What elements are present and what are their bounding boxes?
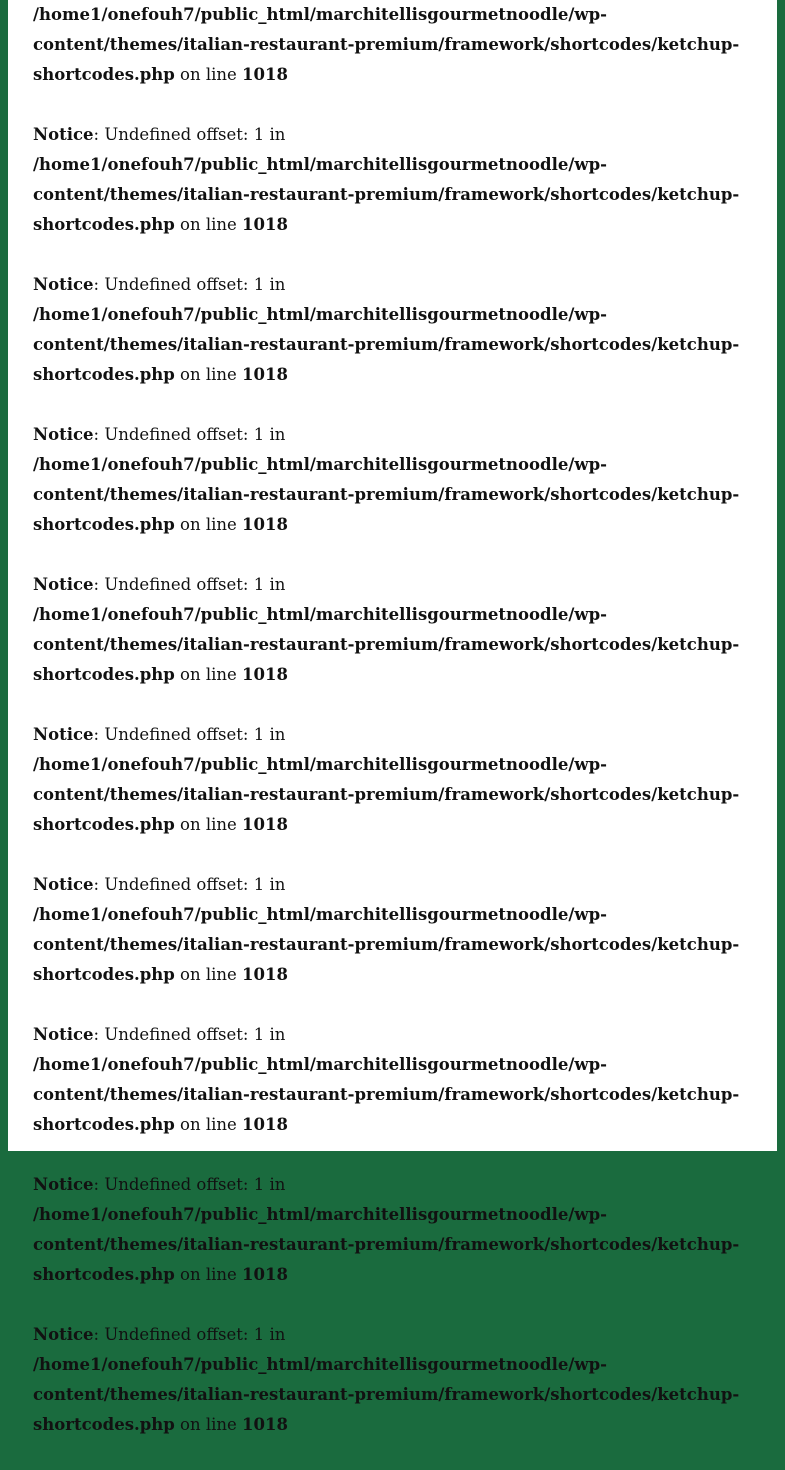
notice-message: : Undefined offset: 1 in bbox=[93, 425, 286, 444]
notice-label: Notice bbox=[33, 275, 94, 294]
notice-on-line: on line bbox=[174, 215, 243, 234]
php-notice bbox=[33, 0, 753, 90]
notice-label: Notice bbox=[33, 1175, 94, 1194]
notice-on-line: on line bbox=[174, 1415, 243, 1434]
notice-message: : Undefined offset: 1 in bbox=[93, 125, 286, 144]
notice-on-line: on line bbox=[174, 365, 243, 384]
notice-line-number: 1018 bbox=[242, 815, 288, 834]
notice-on-line: on line bbox=[174, 515, 243, 534]
notice-label: Notice bbox=[33, 425, 94, 444]
notice-line-number: 1018 bbox=[242, 665, 288, 684]
notice-line-number: 1018 bbox=[242, 65, 288, 84]
notice-file-path: /home1/onefouh7/public_html/marchitellisgourmetnoodle/wp-content/themes/italian-restaurant-premium/framework/shortcodes/ketchup-shortcodes.php bbox=[33, 605, 740, 684]
notice-message: : Undefined offset: 1 in bbox=[93, 875, 286, 894]
notice-label: Notice bbox=[33, 875, 94, 894]
notice-file-path: /home1/onefouh7/public_html/marchitellisgourmetnoodle/wp-content/themes/italian-restaurant-premium/framework/shortcodes/ketchup-shortcodes.php bbox=[33, 755, 740, 834]
notice-label: Notice bbox=[33, 575, 94, 594]
notice-file-path: /home1/onefouh7/public_html/marchitellisgourmetnoodle/wp-content/themes/italian-restaurant-premium/framework/shortcodes/ketchup-shortcodes.php bbox=[33, 1205, 740, 1284]
notice-label: Notice bbox=[33, 1025, 94, 1044]
notice-message: : Undefined offset: 1 in bbox=[93, 575, 286, 594]
notice-file-path: /home1/onefouh7/public_html/marchitellisgourmetnoodle/wp-content/themes/italian-restaurant-premium/framework/shortcodes/ketchup-shortcodes.php bbox=[33, 155, 740, 234]
notice-file-path: /home1/onefouh7/public_html/marchitellisgourmetnoodle/wp-content/themes/italian-restaurant-premium/framework/shortcodes/ketchup-shortcodes.php bbox=[33, 905, 740, 984]
notice-line-number: 1018 bbox=[242, 515, 288, 534]
notice-label: Notice bbox=[33, 125, 94, 144]
notice-message: : Undefined offset: 1 in bbox=[93, 275, 286, 294]
notice-message: : Undefined offset: 1 in bbox=[93, 1325, 286, 1344]
notice-line-number: 1018 bbox=[242, 365, 288, 384]
notice-file-path: /home1/onefouh7/public_html/marchitellisgourmetnoodle/wp-content/themes/italian-restaurant-premium/framework/shortcodes/ketchup-shortcodes.php bbox=[33, 1055, 740, 1134]
notice-on-line: on line bbox=[174, 65, 243, 84]
php-notice bbox=[33, 720, 753, 840]
notice-line-number: 1018 bbox=[242, 1265, 288, 1284]
notice-file-path: /home1/onefouh7/public_html/marchitellisgourmetnoodle/wp-content/themes/italian-restaurant-premium/framework/shortcodes/ketchup-shortcodes.php bbox=[33, 1355, 740, 1434]
php-notice bbox=[33, 1170, 753, 1290]
php-notice bbox=[33, 420, 753, 540]
php-notice-list bbox=[33, 0, 753, 1470]
php-notice bbox=[33, 270, 753, 390]
php-notice bbox=[33, 570, 753, 690]
notice-line-number: 1018 bbox=[242, 1415, 288, 1434]
php-notice bbox=[33, 1020, 753, 1140]
notice-label: Notice bbox=[33, 1325, 94, 1344]
notice-file-path: /home1/onefouh7/public_html/marchitellisgourmetnoodle/wp-content/themes/italian-restaurant-premium/framework/shortcodes/ketchup-shortcodes.php bbox=[33, 455, 740, 534]
notice-on-line: on line bbox=[174, 1265, 243, 1284]
notice-line-number: 1018 bbox=[242, 215, 288, 234]
page-content bbox=[8, 0, 777, 1434]
php-notice bbox=[33, 120, 753, 240]
notice-message: : Undefined offset: 1 in bbox=[93, 1175, 286, 1194]
notice-label: Notice bbox=[33, 725, 94, 744]
php-notice bbox=[33, 870, 753, 990]
notice-line-number: 1018 bbox=[242, 1115, 288, 1134]
notice-on-line: on line bbox=[174, 965, 243, 984]
notice-file-path: /home1/onefouh7/public_html/marchitellisgourmetnoodle/wp-content/themes/italian-restaurant-premium/framework/shortcodes/ketchup-shortcodes.php bbox=[33, 305, 740, 384]
notice-message: : Undefined offset: 1 in bbox=[93, 1025, 286, 1044]
notice-on-line: on line bbox=[174, 1115, 243, 1134]
notice-on-line: on line bbox=[174, 665, 243, 684]
notice-line-number: 1018 bbox=[242, 965, 288, 984]
php-notice bbox=[33, 1320, 753, 1440]
notice-on-line: on line bbox=[174, 815, 243, 834]
notice-file-path: /home1/onefouh7/public_html/marchitellisgourmetnoodle/wp-content/themes/italian-restaurant-premium/framework/shortcodes/ketchup-shortcodes.php bbox=[33, 5, 740, 84]
notice-message: : Undefined offset: 1 in bbox=[93, 725, 286, 744]
